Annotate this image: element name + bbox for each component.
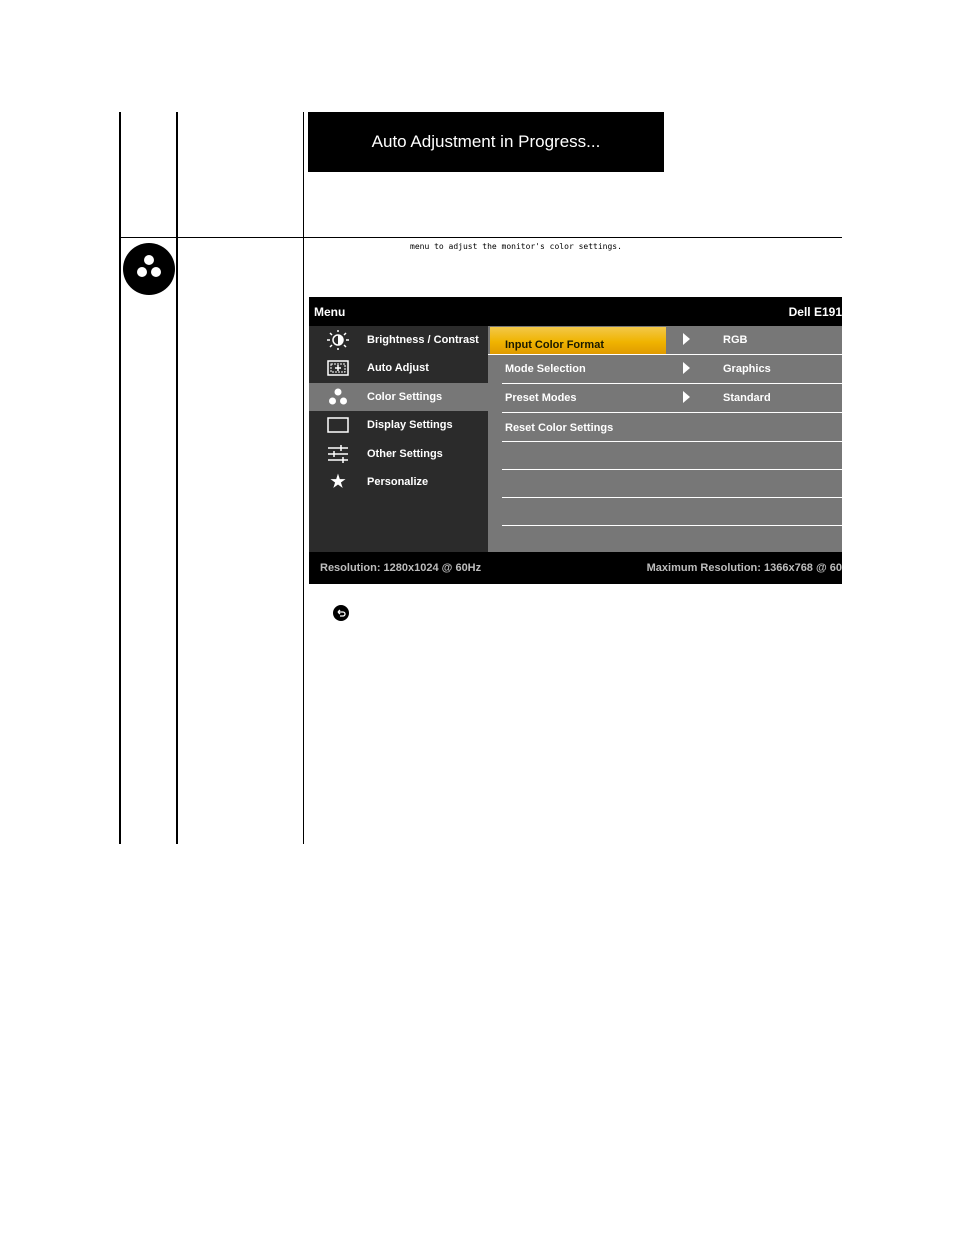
osd-header-title: Menu	[314, 305, 346, 319]
osd-menu-item-color-settings[interactable]	[309, 383, 488, 411]
back-icon	[333, 605, 349, 621]
osd-submenu-label: Preset Modes	[505, 392, 577, 404]
table-border-col2	[303, 112, 304, 844]
osd-submenu-item-mode-selection[interactable]	[488, 355, 842, 383]
osd-submenu-value: Graphics	[723, 363, 771, 375]
osd-menu-item-auto-adjust[interactable]	[309, 354, 488, 382]
osd-submenu-label: Input Color Format	[505, 339, 604, 351]
osd-submenu	[488, 326, 842, 552]
osd-separator	[502, 497, 842, 498]
osd-menu-label: Brightness / Contrast	[367, 334, 479, 346]
osd-submenu-label: Mode Selection	[505, 363, 586, 375]
osd-submenu-item-input-color-format[interactable]	[488, 326, 842, 354]
osd-footer-max-resolution: Maximum Resolution: 1366x768 @ 60	[646, 562, 842, 574]
osd-menu-screenshot	[309, 297, 842, 584]
auto-adjust-message: Auto Adjustment in Progress...	[371, 132, 601, 151]
osd-separator	[502, 412, 842, 413]
table-border-left	[119, 112, 121, 844]
osd-submenu-value: Standard	[723, 392, 771, 404]
table-border-col1	[176, 112, 178, 844]
osd-menu-label: Auto Adjust	[367, 362, 429, 374]
osd-menu-item-display-settings[interactable]	[309, 411, 488, 439]
osd-menu-label: Personalize	[367, 476, 429, 488]
display-icon	[309, 417, 367, 433]
arrow-right-icon	[683, 362, 690, 374]
osd-submenu-label: Reset Color Settings	[505, 422, 614, 434]
osd-submenu-value: RGB	[723, 334, 748, 346]
arrow-right-icon	[683, 391, 690, 403]
osd-menu-item-brightness-contrast[interactable]	[309, 326, 488, 354]
osd-separator	[502, 469, 842, 470]
auto-adjust-icon	[309, 360, 367, 376]
color-settings-icon	[123, 243, 175, 295]
osd-separator	[502, 525, 842, 526]
osd-main-menu	[309, 326, 488, 552]
auto-adjust-progress-box	[308, 112, 664, 172]
brightness-icon	[309, 330, 367, 350]
osd-menu-label: Color Settings	[367, 391, 443, 403]
osd-separator	[502, 441, 842, 442]
osd-menu-item-personalize[interactable]	[309, 468, 488, 496]
table-row-divider	[119, 237, 842, 238]
osd-menu-label: Display Settings	[367, 419, 453, 431]
osd-submenu-item-reset-color-settings[interactable]	[488, 414, 842, 442]
sliders-icon	[309, 445, 367, 463]
star-icon: ★	[330, 472, 346, 491]
color-settings-icon	[309, 388, 367, 406]
osd-footer-resolution: Resolution: 1280x1024 @ 60Hz	[320, 562, 482, 574]
osd-submenu-item-preset-modes[interactable]	[488, 384, 842, 412]
color-settings-description: menu to adjust the monitor's color settings.	[410, 242, 622, 251]
arrow-right-icon	[683, 333, 690, 345]
osd-menu-label: Other Settings	[367, 448, 443, 460]
osd-selection-highlight	[490, 327, 666, 354]
osd-header-model: Dell E191	[788, 305, 842, 319]
osd-menu-item-other-settings[interactable]	[309, 440, 488, 468]
